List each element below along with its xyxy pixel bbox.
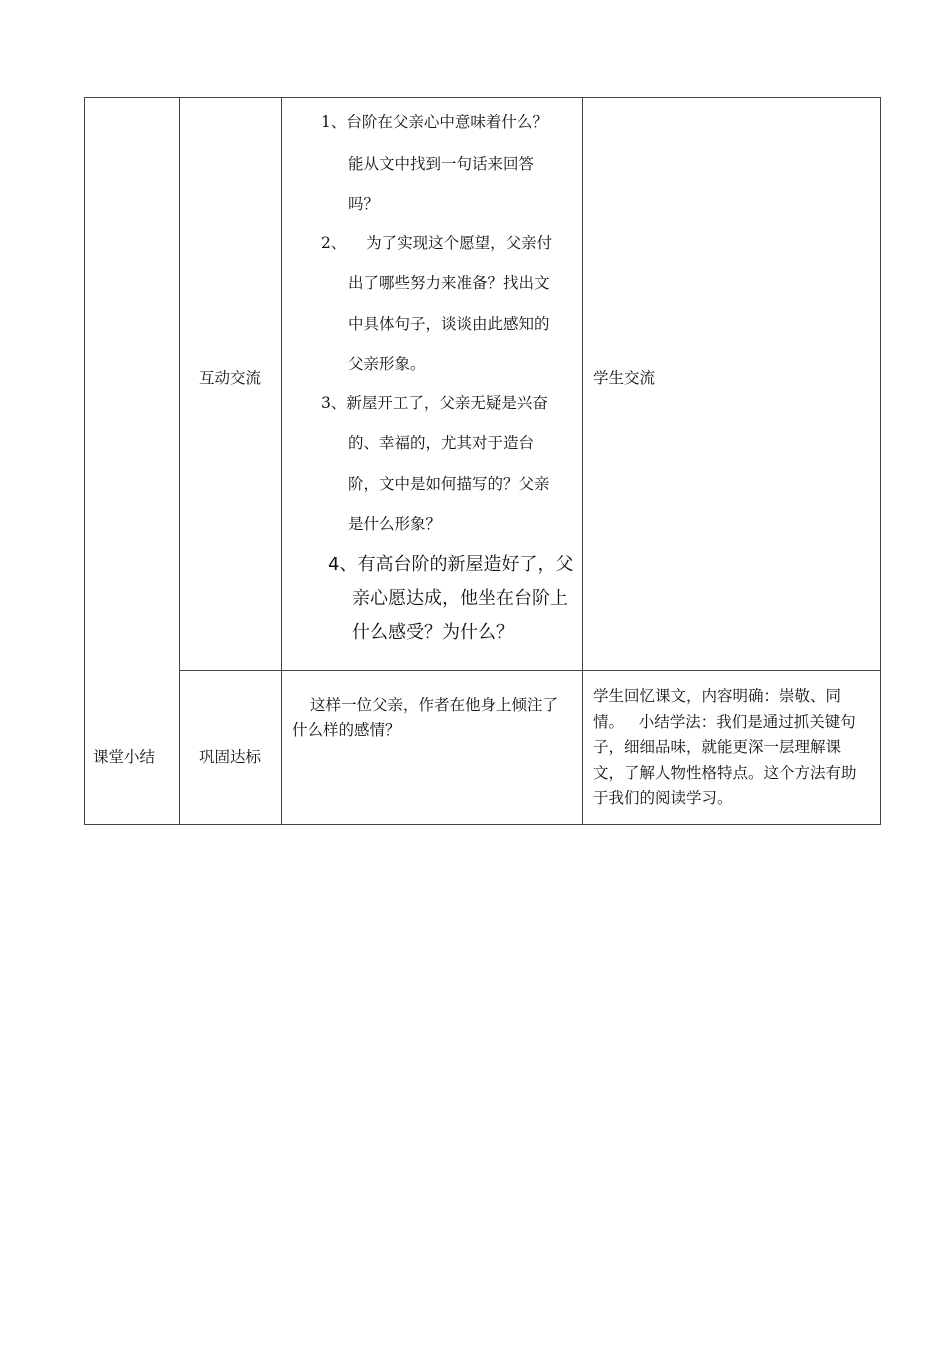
consolidation-section-label: 巩固达标 bbox=[199, 748, 262, 766]
table-border-left bbox=[84, 97, 85, 825]
row-divider bbox=[180, 670, 881, 671]
question-line: 是什么形象？ bbox=[348, 515, 442, 533]
student-summary: 学生回忆课文，内容明确：崇敬、同情。 小结学法：我们是通过抓关键句子，细细品味，就能更深一层理解课文，了解人物性格特点。这个方法有助于我们的阅读学习。 bbox=[593, 687, 857, 807]
question-line: 吗？ bbox=[348, 195, 380, 213]
lesson-table bbox=[84, 97, 881, 825]
student-activity: 学生交流 bbox=[593, 369, 656, 387]
question-line: 2、 为了实现这个愿望，父亲付 bbox=[321, 234, 553, 252]
question-line: 能从文中找到一句话来回答 bbox=[348, 155, 535, 173]
col-divider-1 bbox=[179, 97, 180, 825]
question-line: 3、新屋开工了，父亲无疑是兴奋 bbox=[321, 394, 548, 412]
col-divider-3 bbox=[582, 97, 583, 825]
summary-label: 课堂小结 bbox=[93, 748, 156, 766]
interaction-section-label: 互动交流 bbox=[199, 369, 262, 387]
table-border-bottom bbox=[84, 824, 881, 825]
question-4-line: 4、有高台阶的新屋造好了，父 bbox=[328, 554, 574, 575]
table-border-right bbox=[880, 97, 881, 825]
question-line: 父亲形象。 bbox=[348, 355, 426, 373]
question-line: 阶，文中是如何描写的？父亲 bbox=[348, 475, 550, 493]
col-divider-2 bbox=[281, 97, 282, 825]
question-line: 中具体句子，谈谈由此感知的 bbox=[348, 315, 550, 333]
consolidation-question: 这样一位父亲，作者在他身上倾注了什么样的感情？ bbox=[292, 696, 559, 739]
question-line: 出了哪些努力来准备？找出文 bbox=[348, 274, 550, 292]
question-line: 1、台阶在父亲心中意味着什么？ bbox=[321, 113, 548, 131]
question-4-line: 什么感受？为什么？ bbox=[352, 622, 514, 643]
table-border-top bbox=[84, 97, 881, 98]
question-line: 的、幸福的，尤其对于造台 bbox=[348, 434, 535, 452]
question-4-line: 亲心愿达成，他坐在台阶上 bbox=[352, 588, 568, 609]
